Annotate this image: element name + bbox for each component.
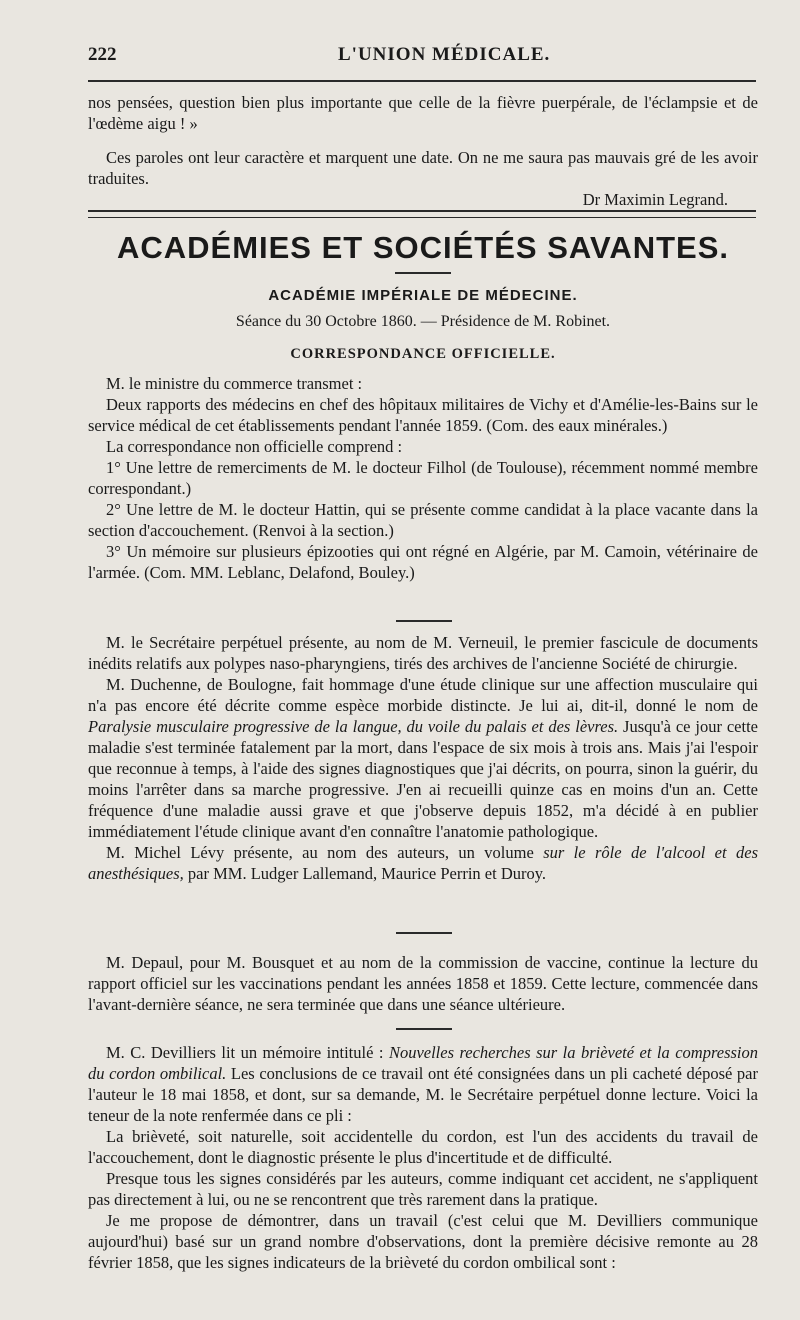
separator-rule-2: [396, 932, 452, 934]
correspondance-p2: Deux rapports des médecins en chef des hôpitaux militaires de Vichy et d'Amélie-les-Bains sur le service médical de cet établissements pendant l'année 1859. (Com. des eaux minérales.): [88, 395, 758, 435]
page-header: [88, 44, 758, 74]
block4-p1: M. C. Devilliers lit un mémoire intitulé : Nouvelles recherches sur la brièveté et la compression du cordon ombilical. Les conclusions de ce travail ont été consignées dans un pli cacheté déposé par l'auteur le 18 mai 1858, et dont, sur sa demande, M. le Secrétaire perpétuel donne lecture. Voici la teneur de la note renfermée dans ce pli :: [88, 1043, 759, 1125]
header-rule: [88, 80, 756, 82]
block4-p3: Presque tous les signes considérés par les auteurs, comme indiquant cet accident, ne s'appliquent pas directement à lui, ou ne se rencontrent que très rarement dans la pratique.: [88, 1169, 758, 1209]
correspondance-p5: 2° Une lettre de M. le docteur Hattin, qui se présente comme candidat à la place vacante dans la section d'accouchement. (Renvoi à la section.): [88, 500, 758, 540]
vaccine-block: [88, 952, 758, 1015]
intro-block: [88, 92, 758, 210]
correspondance-p1: M. le ministre du commerce transmet :: [106, 374, 363, 393]
block3-p1: M. Depaul, pour M. Bousquet et au nom de la commission de vaccine, continue la lecture du rapport officiel sur les vaccinations pendant les années 1858 et 1859. Cette lecture, commencée dans l'avant-dernière séance, ne sera terminée que dans une séance ultérieure.: [88, 953, 758, 1014]
intro-paragraph-2: Ces paroles ont leur caractère et marquent une date. On ne me saura pas mauvais gré de les avoir traduites.: [88, 148, 758, 188]
separator-rule-3: [396, 1028, 452, 1030]
title-rule: [395, 272, 451, 274]
author-signature: Dr Maximin Legrand.: [582, 190, 728, 209]
intro-paragraph-1: nos pensées, question bien plus importante que celle de la fièvre puerpérale, de l'éclampsie et de l'œdème aigu ! »: [88, 93, 758, 133]
block2-p2: M. Duchenne, de Boulogne, fait hommage d'une étude clinique sur une affection musculaire qui n'a pas encore été décrite comme espèce morbide distincte. Je lui ai, dit-il, donné le nom de Paralysie musculaire progressive de la langue, du voile du palais et des lèvres. Jusqu'à ce jour cette maladie s'est terminée fatalement par la mort, dans l'espace de six mois à trois ans. Mais j'ai l'espoir que reconnue à temps, à l'aide des signes diagnostiques que j'ai décrits, on pourra, sinon la guérir, du moins l'arrêter dans sa marche progressive. J'en ai recueilli quinze cas en moins d'un an. Cette fréquence d'une maladie aussi grave et que j'observe depuis 1852, m'a décidé à en publier immédiatement l'étude clinique avant d'en connaître l'anatomie pathologique.: [88, 675, 758, 841]
block2-p3: M. Michel Lévy présente, au nom des auteurs, un volume sur le rôle de l'alcool et des anesthésiques, par MM. Ludger Lallemand, Maurice Perrin et Duroy.: [88, 843, 758, 883]
journal-title: L'UNION MÉDICALE.: [338, 44, 551, 65]
block2-p1: M. le Secrétaire perpétuel présente, au nom de M. Verneuil, le premier fascicule de documents inédits relatifs aux polypes naso-pharyngiens, tirés des archives de l'ancienne Société de chirurgie.: [88, 633, 758, 673]
correspondance-p4: 1° Une lettre de remerciments de M. le docteur Filhol (de Toulouse), récemment nommé membre correspondant.): [88, 458, 758, 498]
section-divider: [88, 210, 756, 218]
correspondance-p6: 3° Un mémoire sur plusieurs épizooties qui ont régné en Algérie, par M. Camoin, vétérinaire de l'armée. (Com. MM. Leblanc, Delafond, Bouley.): [88, 542, 758, 582]
block4-p2: La brièveté, soit naturelle, soit accidentelle du cordon, est l'un des accidents du travail de l'accouchement, dont le diagnostic présente le plus d'incertitude et de difficulté.: [88, 1127, 758, 1167]
session-line: Séance du 30 Octobre 1860. — Présidence de M. Robinet.: [235, 313, 611, 330]
separator-rule-1: [396, 620, 452, 622]
correspondance-p3: La correspondance non officielle comprend :: [106, 437, 403, 456]
correspondance-title: CORRESPONDANCE OFFICIELLE.: [290, 346, 556, 362]
correspondance-block: [88, 373, 758, 583]
memoir-block: [88, 1042, 758, 1273]
page-number: 222: [88, 44, 117, 65]
academy-subtitle: ACADÉMIE IMPÉRIALE DE MÉDECINE.: [268, 287, 578, 304]
presentations-block: [88, 632, 758, 884]
block4-p4: Je me propose de démontrer, dans un travail (c'est celui que M. Devilliers communique aujourd'hui) basé sur un grand nombre d'observations, dont la première décisive remonte au 28 février 1858, que les signes indicateurs de la brièveté du cordon ombilical sont :: [88, 1211, 758, 1272]
section-title: ACADÉMIES ET SOCIÉTÉS SAVANTES.: [116, 230, 730, 265]
